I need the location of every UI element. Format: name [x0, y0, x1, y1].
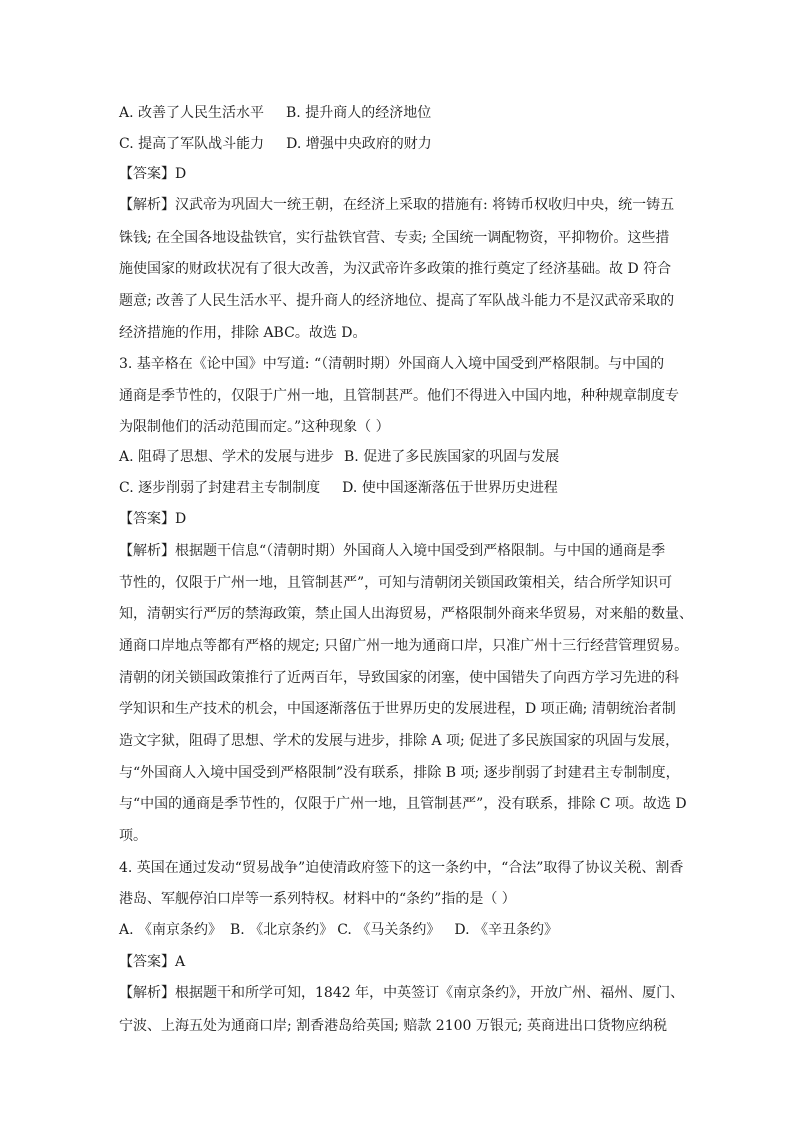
q3-options-row-2 [119, 478, 580, 498]
q4-option-d: D. 《辛丑条约》 [454, 922, 558, 938]
q2-option-d: D. 增强中央政府的财力 [286, 136, 432, 152]
q2-analysis-line: 施使国家的财政状况有了很大改善，为汉武帝许多政策的推行奠定了经济基础。故 D 符合 [119, 261, 672, 277]
q3-analysis-line: 学知识和生产技术的机会，中国逐渐落伍于世界历史的发展进程，D 项正确; 清朝统治者制 [119, 701, 676, 717]
q2-answer: 【答案】D [119, 166, 187, 182]
q3-stem-line: 为限制他们的活动范围而定。”这种现象（ ） [119, 419, 390, 435]
q4-option-c: C. 《马关条约》 [337, 922, 441, 938]
q3-option-b: B. 促进了多民族国家的巩固与发展 [344, 449, 560, 465]
q3-analysis-line: 与“中国的通商是季节性的，仅限于广州一地，且管制甚严”，没有联系，排除 C 项。故选 D [119, 796, 687, 812]
q2-option-b: B. 提升商人的经济地位 [286, 105, 432, 121]
q3-answer: 【答案】D [119, 511, 187, 527]
q3-analysis-line: 知，清朝实行严厉的禁海政策，禁止国人出海贸易，严格限制外商来华贸易，对来船的数量、 [119, 606, 693, 622]
q3-analysis-line: 与“外国商人入境中国受到严格限制”没有联系，排除 B 项; 逐步削弱了封建君主专制制度， [119, 765, 680, 781]
q3-option-a: A. 阻碍了思想、学术的发展与进步 [119, 449, 335, 465]
q3-stem-line: 通商是季节性的，仅限于广州一地，且管制甚严。他们不得进入中国内地，种种规章制度专 [119, 388, 679, 404]
q2-options-row-1 [119, 103, 453, 123]
q2-analysis-line: 经济措施的作用，排除 ABC。故选 D。 [119, 325, 367, 341]
q2-option-c: C. 提高了军队战斗能力 [119, 136, 265, 152]
q2-analysis-line: 铢钱; 在全国各地设盐铁官，实行盐铁官营、专卖; 全国统一调配物资，平抑物价。这些措 [119, 230, 670, 246]
q3-analysis-line: 项。 [119, 828, 147, 844]
q2-options-row-2 [119, 134, 454, 154]
q3-stem-line: 3. 基辛格在《论中国》中写道: “（清朝时期）外国商人入境中国受到严格限制。与中国的 [119, 356, 665, 372]
q3-analysis-line: 节性的，仅限于广州一地，且管制甚严”，可知与清朝闭关锁国政策相关，结合所学知识可 [119, 575, 673, 591]
q4-stem-line: 4. 英国在通过发动“贸易战争”迫使清政府签下的这一条约中，“合法”取得了协议关税、割香 [119, 860, 684, 876]
q3-option-d: D. 使中国逐渐落伍于世界历史进程 [342, 480, 558, 496]
q4-answer: 【答案】A [119, 954, 186, 970]
q4-options-row [119, 920, 580, 940]
q3-analysis-line: 造文字狱，阻碍了思想、学术的发展与进步，排除 A 项; 促进了多民族国家的巩固与发展， [119, 733, 680, 749]
q2-option-a: A. 改善了人民生活水平 [119, 105, 265, 121]
q3-options-row-1 [119, 447, 581, 467]
q4-option-a: A. 《南京条约》 [119, 922, 223, 938]
q4-option-b: B. 《北京条约》 [230, 922, 334, 938]
q4-analysis-line: 【解析】根据题干和所学可知，1842 年，中英签订《南京条约》，开放广州、福州、厦门、 [119, 985, 685, 1001]
q3-analysis-line: 通商口岸地点等都有严格的规定; 只留广州一地为通商口岸，只准广州十三行经营管理贸易。 [119, 638, 689, 654]
q4-analysis-line: 宁波、上海五处为通商口岸; 割香港岛给英国; 赔款 2100 万银元; 英商进出口货物应纳税 [119, 1018, 668, 1034]
q3-analysis-line: 【解析】根据题干信息“（清朝时期）外国商人入境中国受到严格限制。与中国的通商是季 [119, 543, 666, 559]
q2-analysis-line: 【解析】汉武帝为巩固大一统王朝，在经济上采取的措施有: 将铸币权收归中央，统一铸五 [119, 197, 675, 213]
q4-stem-line: 港岛、军舰停泊口岸等一系列特权。材料中的“条约”指的是（ ） [119, 891, 516, 907]
q3-option-c: C. 逐步削弱了封建君主专制制度 [119, 480, 321, 496]
q2-analysis-line: 题意; 改善了人民生活水平、提升商人的经济地位、提高了军队战斗能力不是汉武帝采取的 [119, 293, 675, 309]
q3-analysis-line: 清朝的闭关锁国政策推行了近两百年，导致国家的闭塞，使中国错失了向西方学习先进的科 [119, 670, 679, 686]
